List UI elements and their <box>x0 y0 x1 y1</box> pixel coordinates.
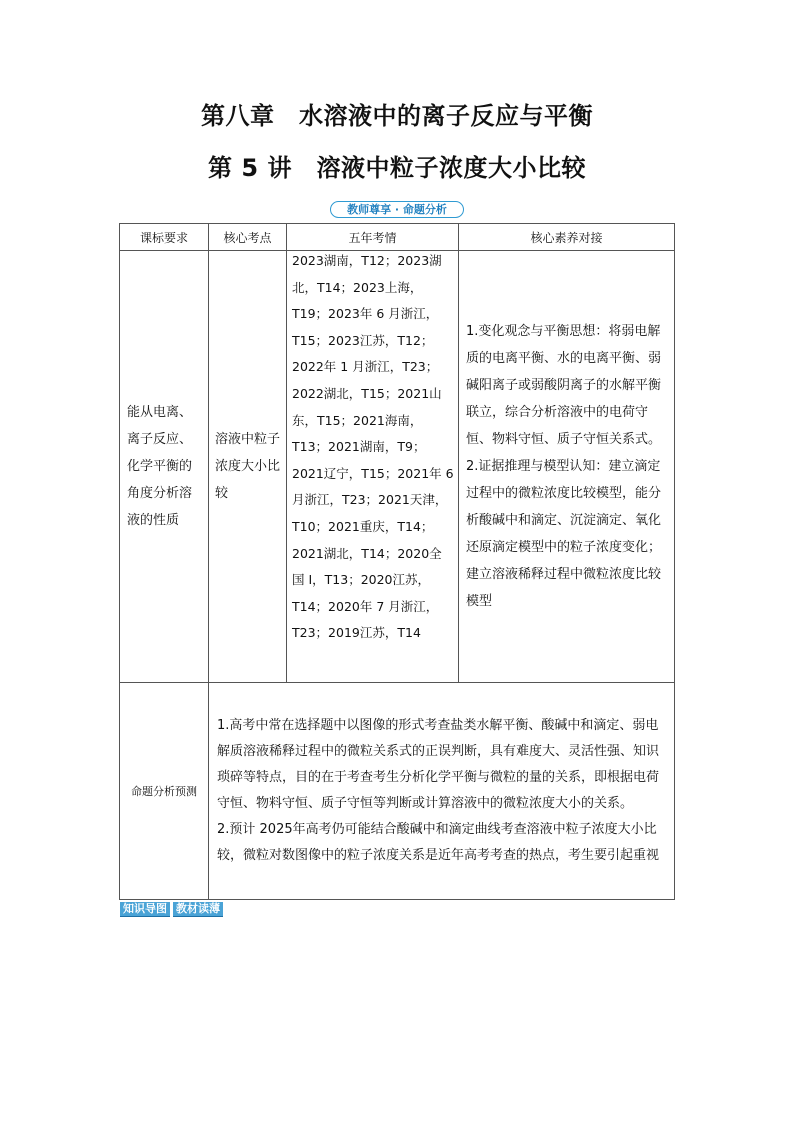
literacy-text <box>459 318 674 615</box>
prediction-item-1: 1.高考中常在选择题中以图像的形式考查盐类水解平衡、酸碱中和滴定、弱电解质溶液稀释过程中的微粒关系式的正误判断，具有难度大、灵活性强、知识琐碎等特点，目的在于考查考生分析化学平衡与微粒的量的关系，即根据电荷守恒、物料守恒、质子守恒等判断或计算溶液中的微粒浓度大小的关系。 <box>217 717 660 811</box>
requirement-text: 能从电离、离子反应、化学平衡的角度分析溶液的性质 <box>127 405 193 528</box>
header-literacy: 核心素养对接 <box>459 224 675 251</box>
prediction-row <box>120 683 675 900</box>
five-year-exam-text: 2023湖南，T12；2023湖北，T14；2023上海，T19；2023年 6 月浙江，T15；2023江苏，T12；2022年 1 月浙江，T23；2022湖北，T15；2021山东，T15；2021海南，T13；2021湖南，T9；2021辽宁，T15；2021年 6 月浙江，T23；2021天津，T10；2021重庆，T14；2021湖北，T14；2020全国 I，T13；2020江苏，T14；2020年 7 月浙江，T23；2019江苏，T14 <box>292 253 454 641</box>
prediction-item-2: 2.预计 2025年高考仍可能结合酸碱中和滴定曲线考查溶液中粒子浓度大小比较，微粒对数图像中的粒子浓度关系是近年高考考查的热点，考生要引起重视 <box>217 821 660 863</box>
core-point-text: 溶液中粒子浓度大小比较 <box>215 432 281 501</box>
prediction-label: 命题分析预测 <box>120 683 209 900</box>
chapter-title: 第八章 水溶液中的离子反应与平衡 <box>201 102 593 130</box>
header-five-year-exam: 五年考情 <box>287 224 459 251</box>
literacy-item-1: 1.变化观念与平衡思想：将弱电解质的电离平衡、水的电离平衡、弱碱阳离子或弱酸阴离子的水解平衡联立，综合分析溶液中的电荷守恒、物料守恒、质子守恒关系式。 <box>466 324 662 447</box>
core-point-cell <box>209 251 287 683</box>
analysis-table <box>119 223 675 900</box>
prediction-cell <box>209 683 675 900</box>
header-core-point: 核心考点 <box>209 224 287 251</box>
prediction-text <box>209 712 674 871</box>
table-header-row <box>120 224 675 251</box>
literacy-cell <box>459 251 675 683</box>
five-year-exam-cell <box>287 251 459 683</box>
literacy-item-2: 2.证据推理与模型认知：建立滴定过程中的微粒浓度比较模型，能分析酸碱中和滴定、沉淀滴定、氧化还原滴定模型中的粒子浓度变化；建立溶液稀释过程中微粒浓度比较模型 <box>466 459 662 609</box>
requirement-cell <box>120 251 209 683</box>
teacher-badge: 教师尊享 · 命题分析 <box>330 201 464 218</box>
section-tabs <box>120 902 223 917</box>
tab-textbook-reading[interactable]: 教材读薄 <box>173 902 223 917</box>
tab-knowledge-map[interactable]: 知识导图 <box>120 902 170 917</box>
lesson-title: 第 5 讲 溶液中粒子浓度大小比较 <box>208 154 586 182</box>
table-row <box>120 251 675 683</box>
header-requirement: 课标要求 <box>120 224 209 251</box>
